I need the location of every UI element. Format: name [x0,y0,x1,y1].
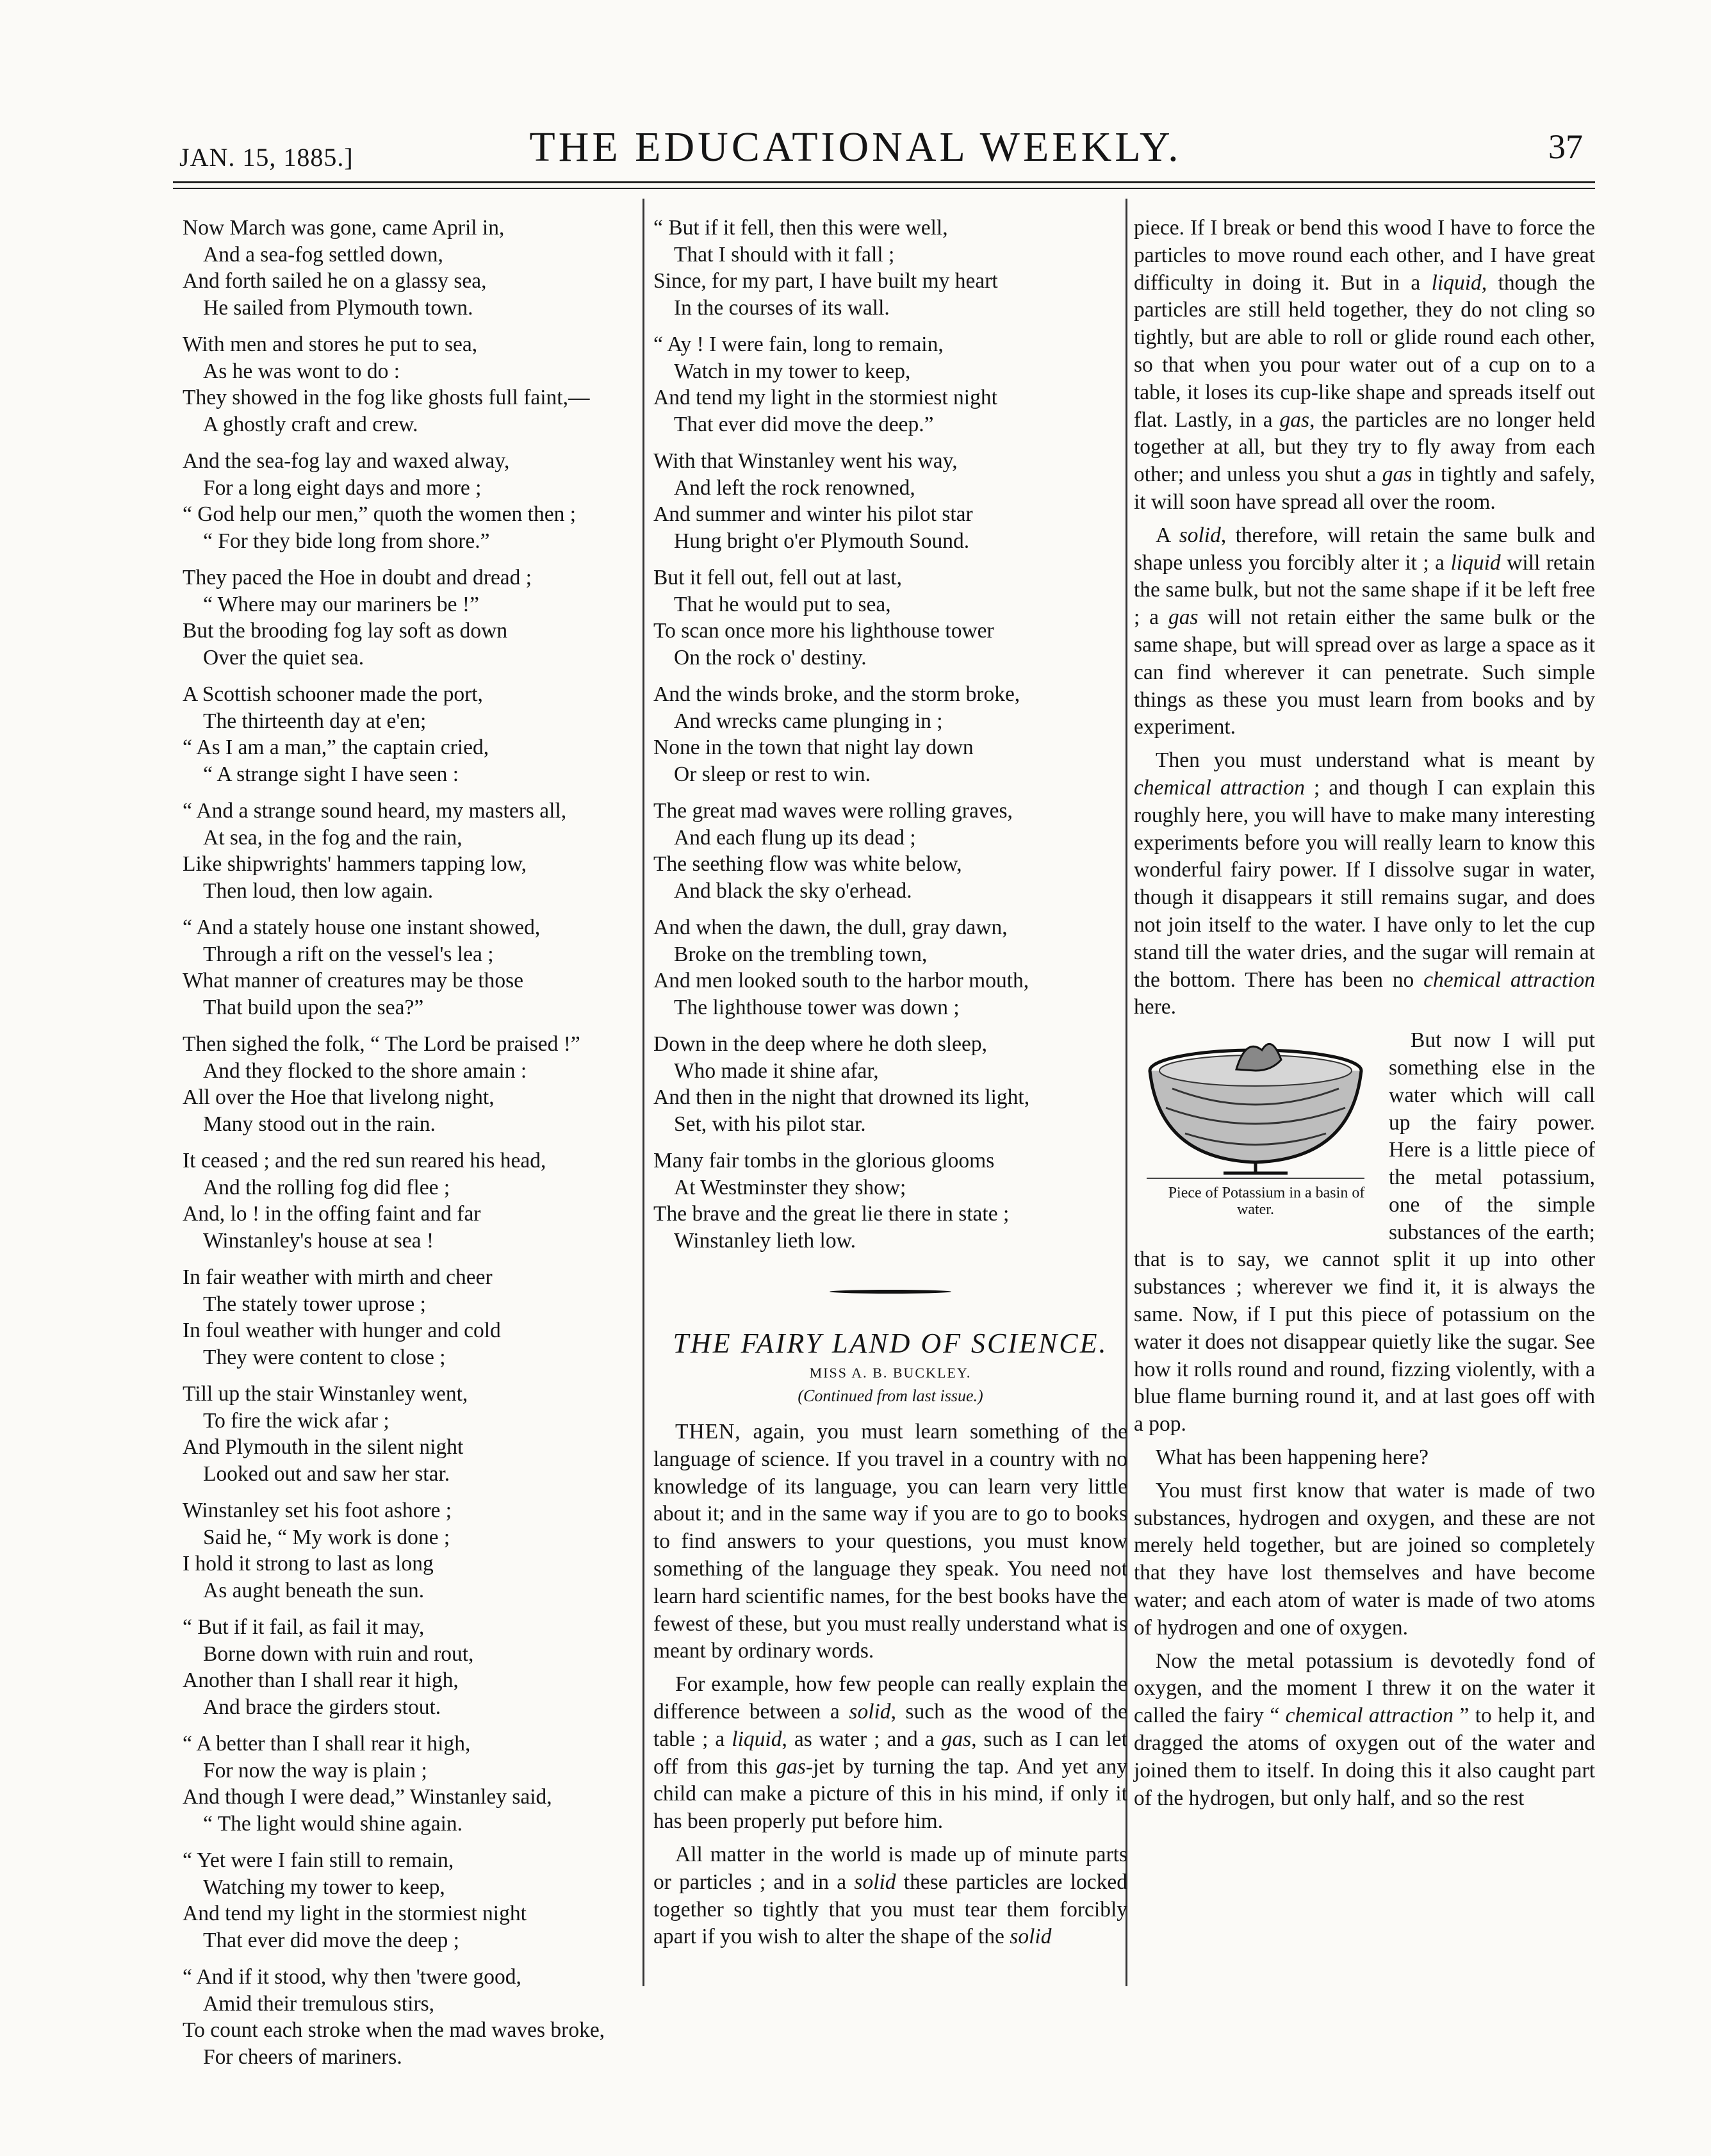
poem-line: That ever did move the deep ; [203,1928,459,1952]
column-middle [653,215,1127,1957]
poem-line: On the rock o' destiny. [674,645,867,670]
poem-line: “ But if it fail, as fail it may, [183,1615,425,1639]
poem-stanza [183,1031,637,1137]
poem-stanza [183,1847,637,1954]
poem-line: Now March was gone, came April in, [183,216,505,240]
poem-stanza [183,914,637,1021]
poem-line: That I should with it fall ; [674,242,895,267]
poem-line: They showed in the fog like ghosts full faint,— [183,386,590,409]
article-paragraph: Now the metal potassium is devotedly fond of oxygen, and the moment I threw it on the water it called the fairy “ chemical attraction ” to help it, and dragged the atoms of oxygen out of the water and joined them to itself. In doing this it also caught part of the hydrogen, but only half, and so the rest [1134,1649,1595,1810]
poem-stanza [183,1264,637,1370]
poem-stanza [183,1148,637,1254]
poem-line: That ever did move the deep.” [674,412,934,436]
poem-line: Who made it shine afar, [674,1058,879,1083]
poem-line: Over the quiet sea. [203,645,364,670]
poem-line: And a sea-fog settled down, [203,242,443,267]
poem-stanza [183,331,637,438]
article-paragraph: For example, how few people can really explain the difference between a solid, such as the wood of the table ; a liquid, as water ; and a gas, such as I can let off from this gas-jet by turning the tap. And yet any child can make a picture of this in his mind, if only it has been properly put before him. [653,1672,1128,1834]
poem-stanza [183,798,637,904]
article-title: THE FAIRY LAND OF SCIENCE. [673,1328,1108,1359]
poem-line: Said he, “ My work is done ; [203,1525,450,1549]
poem-line: And though I were dead,” Winstanley said, [183,1785,552,1809]
poem-line: And each flung up its dead ; [674,825,916,850]
poem-line: But the brooding fog lay soft as down [183,619,508,643]
page-number: 37 [1548,128,1583,166]
poem-line: I hold it strong to last as long [183,1552,434,1576]
article-paragraph: Then you must understand what is meant by chemical attraction ; and though I can explain this roughly here, you will have to make many interesting experiments before you will really learn to know this wonderful fairy power. If I dissolve sugar in water, though it disappears it still remains sugar, and does not join itself to the water. I have only to let the cup stand till the water dries, and the sugar will remain at the bottom. There has been no chemical attraction here. [1134,748,1595,1019]
poem-line: In the courses of its wall. [674,295,890,320]
poem-line: What manner of creatures may be those [183,969,524,992]
poem-line: To scan once more his lighthouse tower [653,619,994,643]
article-body-middle [653,1419,1127,1951]
poem-line: As he was wont to do : [203,359,400,383]
poem-line: And when the dawn, the dull, gray dawn, [653,916,1008,939]
poem-stanza [183,215,637,321]
poem-line: At Westminster they show; [674,1175,906,1199]
poem-line: And they flocked to the shore amain : [203,1058,527,1083]
poem-line: The thirteenth day at e'en; [203,709,427,733]
poem-line: And tend my light in the stormiest night [183,1902,527,1925]
poem-line: Since, for my part, I have built my heart [653,269,998,293]
poem-line: Amid their tremulous stirs, [203,1991,435,2016]
poem-line: Broke on the trembling town, [674,942,928,966]
poem-stanza [653,448,1127,554]
page-header [0,0,1711,199]
poem-line: A ghostly craft and crew. [203,412,418,436]
poem-line: “ Ay ! I were fain, long to remain, [653,333,944,356]
poem-line: And the rolling fog did flee ; [203,1175,450,1199]
poem-line: For cheers of mariners. [203,2045,402,2069]
poem-stanza [183,1614,637,1720]
poem-line: For a long eight days and more ; [203,475,482,500]
poem-line: “ And a stately house one instant showed, [183,916,541,939]
poem-line: “ Where may our mariners be !” [203,592,479,616]
poem-line: The great mad waves were rolling graves, [653,799,1013,823]
poem-line: Through a rift on the vessel's lea ; [203,942,494,966]
poem-line: At sea, in the fog and the rain, [203,825,463,850]
poem-line: “ And if it stood, why then 'twere good, [183,1965,521,1989]
poem-line: And brace the girders stout. [203,1695,441,1719]
poem-stanza [653,681,1127,787]
poem-line: “ As I am a man,” the captain cried, [183,736,489,759]
poem-line: To fire the wick afar ; [203,1408,389,1433]
poem-stanza [183,1381,637,1487]
poem-line: And left the rock renowned, [674,475,915,500]
poem-stanza [183,1964,637,2070]
poem-stanza [183,564,637,671]
poem-line: For now the way is plain ; [203,1758,427,1782]
figure-caption: Piece of Potassium in a basin of water. [1168,1185,1365,1219]
poem-line: And summer and winter his pilot star [653,502,973,526]
poem-line: Many stood out in the rain. [203,1112,436,1136]
poem-line: A Scottish schooner made the port, [183,682,483,706]
header-rule-bottom [173,188,1595,189]
poem-line: “ The light would shine again. [203,1811,463,1836]
article-paragraph: You must first know that water is made of two substances, hydrogen and oxygen, and these are not merely held together, but are joined so completely that they have lost themselves and have become water; and each atom of water is made of two atoms of hydrogen and one of oxygen. [1134,1478,1595,1640]
poem-line: And then in the night that drowned its light, [653,1085,1030,1109]
article-paragraph: A solid, therefore, will retain the same bulk and shape unless you forcibly alter it ; a liquid will retain the same bulk, but not the same shape if it be left free ; a gas will not retain either the same bulk or the same shape, but will spread over as large a space as it can find wherever it can penetrate. Such simple things as these you must learn from books and by experiment. [1134,523,1596,739]
poem-line: Looked out and saw her star. [203,1461,450,1486]
poem-line: “ A strange sight I have seen : [203,762,459,786]
poem-line: “ And a strange sound heard, my masters all, [183,799,567,823]
publication-title: THE EDUCATIONAL WEEKLY. [529,124,1182,170]
poem-line: That build upon the sea?” [203,995,424,1019]
poem-line: Then sighed the folk, “ The Lord be praised !” [183,1032,580,1056]
poem-line: The seething flow was white below, [653,852,962,876]
poem-stanza [183,448,637,554]
poem-line: That he would put to sea, [674,592,891,616]
poem-stanza [183,1497,637,1604]
poem-line: With that Winstanley went his way, [653,449,958,473]
poem-line: To count each stroke when the mad waves broke, [183,2018,605,2042]
poem-line: Watch in my tower to keep, [674,359,911,383]
poem-line: Winstanley's house at sea ! [203,1228,434,1253]
article-body-right [1134,215,1595,1818]
poem-line: As aught beneath the sun. [203,1578,425,1602]
poem-line: In foul weather with hunger and cold [183,1319,501,1342]
poem-line: And wrecks came plunging in ; [674,709,943,733]
poem-line: But it fell out, fell out at last, [653,566,902,589]
poem-line: “ God help our men,” quoth the women then ; [183,502,577,526]
poem-line: “ For they bide long from shore.” [203,529,490,553]
poem-line: Many fair tombs in the glorious glooms [653,1149,995,1173]
poem-line: And men looked south to the harbor mouth, [653,969,1029,992]
poem-stanza [653,1148,1127,1254]
poem-line: With men and stores he put to sea, [183,333,478,356]
poem-line: Winstanley set his foot ashore ; [183,1499,452,1522]
poem-column-left [183,215,637,2080]
poem-line: He sailed from Plymouth town. [203,295,473,320]
poem-line: Then loud, then low again. [203,878,434,903]
basin-illustration [1134,1031,1377,1185]
poem-line: Another than I shall rear it high, [183,1668,459,1692]
poem-stanza [653,798,1127,904]
poem-line: The lighthouse tower was down ; [674,995,960,1019]
poem-stanza [183,1731,637,1837]
poem-column-middle [653,215,1127,1254]
article-paragraph: What has been happening here? [1156,1445,1429,1470]
article-paragraph: piece. If I break or bend this wood I have to force the particles to move round each other, and I have great difficulty in doing it. But in a liquid, though the particles are still held together, they do not cling so tightly, but are able to roll or glide round each other, so that when you pour water out of a cup on to a table, it loses its cup-like shape and spreads itself out flat. Lastly, in a gas, the particles are no longer held together at all, but they try to fly away from each other; and unless you shut a gas in tightly and safely, it will soon have spread all over the room. [1134,216,1595,514]
column-divider-1 [643,199,644,1986]
poem-line: And Plymouth in the silent night [183,1435,464,1459]
header-rule-top [173,181,1595,183]
poem-line: And the sea-fog lay and waxed alway, [183,449,510,473]
poem-stanza [183,681,637,787]
issue-date: JAN. 15, 1885.] [179,143,354,172]
article-paragraph: THEN, again, you must learn something of the language of science. If you travel in a country with no knowledge of its language, you can learn very little about it; and in the same way if you are to go to books to find answers to your questions, you must know something of the language they speak. You need not learn hard scientific names, for the best books have the fewest of these, but you must really understand what is meant by ordinary words. [653,1420,1127,1663]
poem-line: The brave and the great lie there in state ; [653,1202,1010,1226]
poem-line: Down in the deep where he doth sleep, [653,1032,987,1056]
poem-line: And the winds broke, and the storm broke, [653,682,1020,706]
poem-line: They were content to close ; [203,1345,446,1369]
poem-line: Till up the stair Winstanley went, [183,1382,468,1406]
poem-stanza [653,1031,1127,1137]
poem-line: Borne down with ruin and rout, [203,1642,474,1666]
poem-line: It ceased ; and the red sun reared his head, [183,1149,546,1173]
article-paragraph: Piece of Potassium in a basin of water. But now I will put something else in the water which will call up the fairy power. Here is a little piece of the metal potassium, one of the simple substances of the earth; that is to say, we cannot split it up into other substances ; wherever we find it, it is always the same. Now, if I put this piece of potassium on the water it does not disappear quietly like the sugar. See how it rolls round and round, fizzing violently, with a blue flame burning round it, and at last goes off with a pop. [1134,1028,1595,1436]
poem-line: “ A better than I shall rear it high, [183,1732,471,1756]
continued-note: (Continued from last issue.) [798,1387,983,1405]
poem-line: None in the town that night lay down [653,736,974,759]
poem-line: Winstanley lieth low. [674,1228,856,1253]
poem-line: Set, with his pilot star. [674,1112,866,1136]
poem-line: And, lo ! in the offing faint and far [183,1202,481,1226]
poem-line: And black the sky o'erhead. [674,878,912,903]
poem-line: “ But if it fell, then this were well, [653,216,948,240]
poem-stanza [653,215,1127,321]
article-paragraph: All matter in the world is made up of minute parts or particles ; and in a solid these particles are locked together so tightly that you must tear them forcibly apart if you wish to alter the shape of the solid [653,1842,1127,1949]
poem-line: All over the Hoe that livelong night, [183,1085,495,1109]
poem-line: “ Yet were I fain still to remain, [183,1848,454,1872]
poem-line: In fair weather with mirth and cheer [183,1265,493,1289]
article-byline: MISS A. B. BUCKLEY. [809,1365,972,1381]
poem-line: Or sleep or rest to win. [674,762,871,786]
poem-line: And forth sailed he on a glassy sea, [183,269,487,293]
poem-line: And tend my light in the stormiest night [653,386,997,409]
poem-line: Watching my tower to keep, [203,1875,445,1899]
poem-line: Hung bright o'er Plymouth Sound. [674,529,970,553]
potassium-basin-figure [1134,1031,1377,1218]
poem-line: Like shipwrights' hammers tapping low, [183,852,527,876]
poem-stanza [653,914,1127,1021]
section-divider [830,1290,951,1294]
poem-stanza [653,331,1127,438]
poem-stanza [653,564,1127,671]
poem-line: The stately tower uprose ; [203,1292,426,1316]
poem-line: They paced the Hoe in doubt and dread ; [183,566,532,589]
